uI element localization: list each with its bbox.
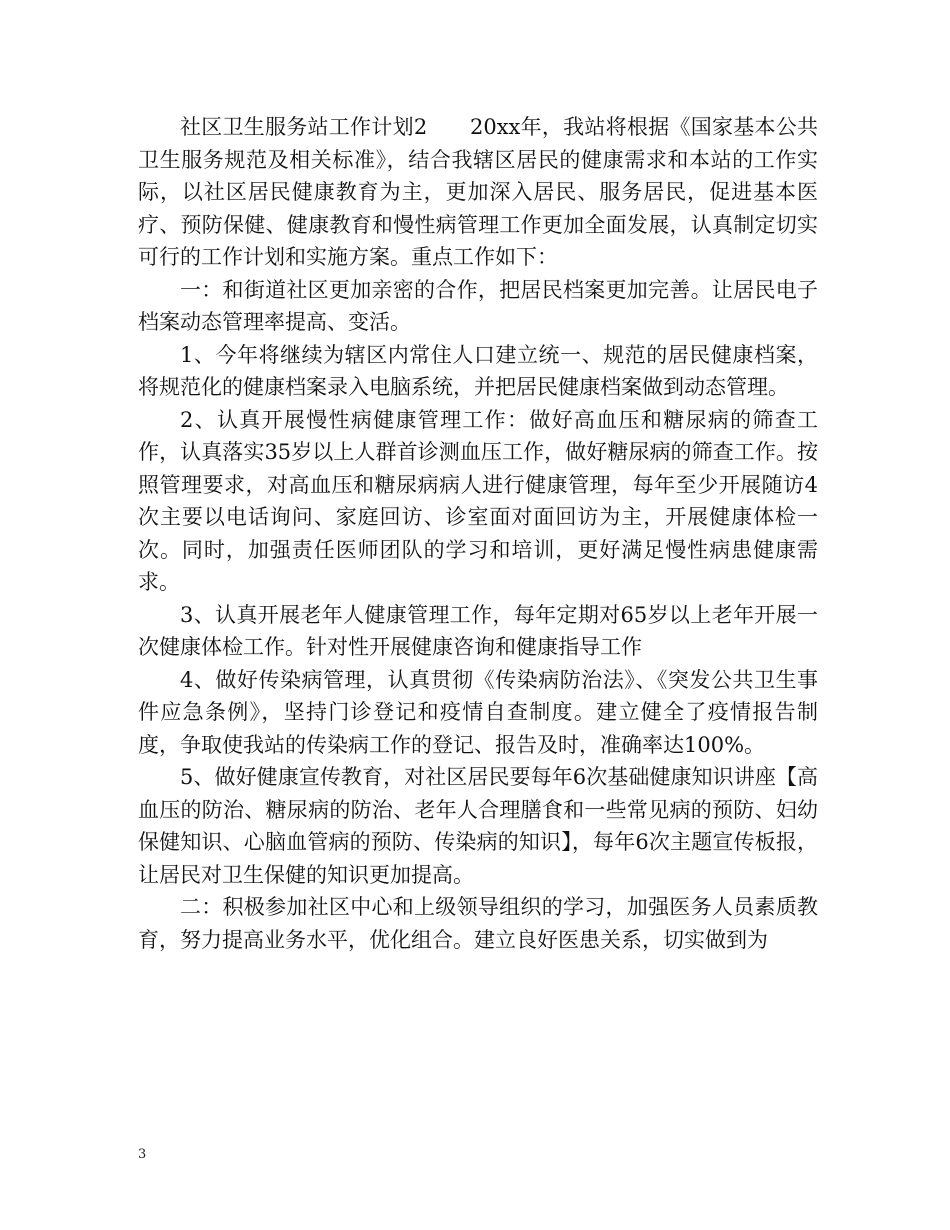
paragraph-section-two: 二：积极参加社区中心和上级领导组织的学习，加强医务人员素质教育，努力提高业务水平，优化组合。建立良好医患关系，切实做到为 (138, 895, 818, 952)
page-number: 3 (138, 1147, 147, 1162)
paragraph-item-1: 1、今年将继续为辖区内常住人口建立统一、规范的居民健康档案，将规范化的健康档案录入电脑系统，并把居民健康档案做到动态管理。 (138, 342, 818, 399)
paragraph-item-4: 4、做好传染病管理，认真贯彻《传染病防治法》、《突发公共卫生事件应急条例》，坚持门诊登记和疫情自查制度。建立健全了疫情报告制度，争取使我站的传染病工作的登记、报告及时，准确率达100%。 (138, 667, 818, 757)
paragraph-item-3: 3、认真开展老年人健康管理工作，每年定期对65岁以上老年开展一次健康体检工作。针对性开展健康咨询和健康指导工作 (138, 602, 818, 659)
paragraph-item-2: 2、认真开展慢性病健康管理工作：做好高血压和糖尿病的筛查工作，认真落实35岁以上人群首诊测血压工作，做好糖尿病的筛查工作。按照管理要求，对高血压和糖尿病病人进行健康管理，每年至少开展随访4次主要以电话询问、家庭回访、诊室面对面回访为主，开展健康体检一次。同时，加强责任医师团队的学习和培训，更好满足慢性病患健康需求。 (138, 407, 818, 594)
paragraph-intro: 社区卫生服务站工作计划2 20xx年，我站将根据《国家基本公共卫生服务规范及相关标准》，结合我辖区居民的健康需求和本站的工作实际，以社区居民健康教育为主，更加深入居民、服务居民，促进基本医疗、预防保健、健康教育和慢性病管理工作更加全面发展，认真制定切实可行的工作计划和实施方案。重点工作如下： (138, 115, 818, 269)
paragraph-section-one: 一：和街道社区更加亲密的合作，把居民档案更加完善。让居民电子档案动态管理率提高、变活。 (138, 277, 818, 334)
paragraph-item-5: 5、做好健康宣传教育，对社区居民要每年6次基础健康知识讲座【高血压的防治、糖尿病的防治、老年人合理膳食和一些常见病的预防、妇幼保健知识、心脑血管病的预防、传染病的知识】，每年6次主题宣传板报，让居民对卫生保健的知识更加提高。 (138, 765, 818, 887)
document-body (138, 111, 818, 956)
